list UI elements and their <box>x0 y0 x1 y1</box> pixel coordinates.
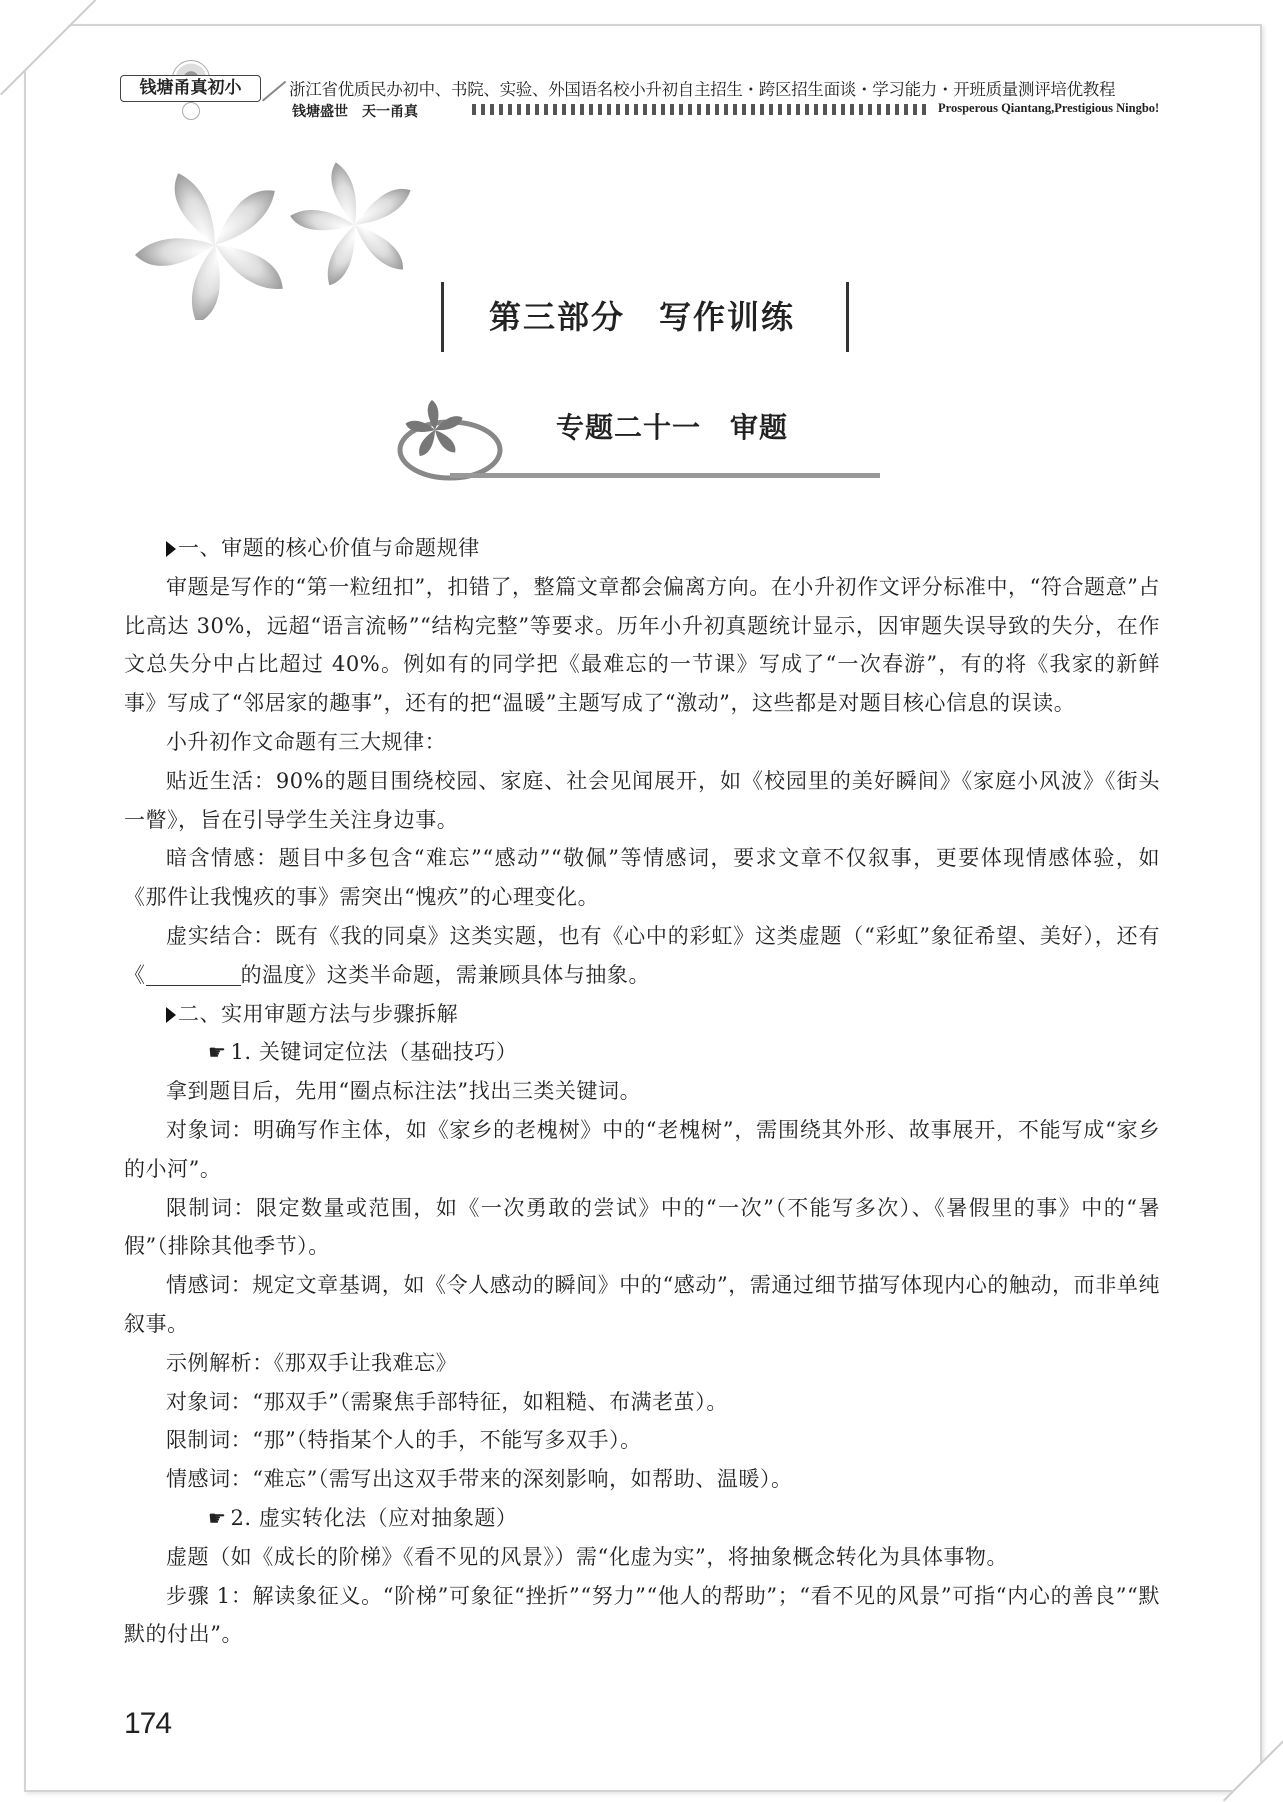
paragraph: 情感词：“难忘”（需写出这双手带来的深刻影响，如帮助、温暖）。 <box>166 1467 793 1492</box>
paragraph: 虚实结合：既有《我的同桌》这类实题，也有《心中的彩虹》这类虚题（“彩虹”象征希望、美好），还有《 的温度》这类半命题，需兼顾具体与抽象。 <box>124 923 1160 987</box>
section-heading: 一、审题的核心价值与命题规律 <box>124 529 1160 568</box>
slogan: 钱塘盛世 天一甬真 <box>292 104 418 120</box>
series-logo: 钱塘甬真初小 <box>120 75 261 102</box>
fill-blank <box>146 965 241 986</box>
pointing-hand-icon: ☛ <box>208 1505 227 1530</box>
triangle-bullet-icon <box>166 1007 176 1023</box>
paragraph: 审题是写作的“第一粒纽扣”，扣错了，整篇文章都会偏离方向。在小升初作文评分标准中，“符合题意”占比高达 30%，远超“语言流畅”“结构完整”等要求。历年小升初真题统计显示，因审题失误导致的失分，在作文总失分中占比超过 40%。例如有的同学把《最难忘的一节课》写成了“一次春游”，有的将《我家的新鲜事》写成了“邻居家的趣事”，还有的把“温暖”主题写成了“激动”，这些都是对题目核心信息的误读。 <box>124 574 1160 716</box>
page-number: 174 <box>124 1707 172 1740</box>
chapter-title: 专题二十一 审题 <box>556 411 789 444</box>
pointing-hand-icon: ☛ <box>208 1040 227 1065</box>
paragraph: 情感词：规定文章基调，如《令人感动的瞬间》中的“感动”，需通过细节描写体现内心的触动，而非单纯叙事。 <box>124 1273 1160 1336</box>
paragraph: 步骤 1：解读象征义。“阶梯”可象征“挫折”“努力”“他人的帮助”；“看不见的风景”可指“内心的善良”“默默的付出”。 <box>124 1583 1160 1647</box>
paragraph: 暗含情感：题目中多包含“难忘”“感动”“敬佩”等情感词，要求文章不仅叙事，更要体现情感体验，如《那件让我愧疚的事》需突出“愧疚”的心理变化。 <box>124 846 1160 910</box>
paragraph: 虚题（如《成长的阶梯》《看不见的风景》）需“化虚为实”，将抽象概念转化为具体事物。 <box>166 1544 1009 1569</box>
flower-decoration-icon <box>120 150 450 320</box>
slogan-english: Prosperous Qiantang,Prestigious Ningbo! <box>938 101 1160 115</box>
series-title: 浙江省优质民办初中、书院、实验、外国语名校小升初自主招生・跨区招生面谈・学习能力・开班质量测评培优教程 <box>289 80 1116 99</box>
paragraph: 拿到题目后，先用“圈点标注法”找出三类关键词。 <box>166 1079 642 1104</box>
paragraph: 对象词：明确写作主体，如《家乡的老槐树》中的“老槐树”，需围绕其外形、故事展开，不能写成“家乡的小河”。 <box>124 1117 1160 1181</box>
paragraph: 小升初作文命题有三大规律： <box>166 729 447 754</box>
logo-small-ring-icon <box>182 102 200 120</box>
paragraph: 对象词：“那双手”（需聚焦手部特征，如粗糙、布满老茧）。 <box>166 1389 728 1414</box>
triangle-bullet-icon <box>166 541 176 557</box>
paragraph: 限制词：限定数量或范围，如《一次勇敢的尝试》中的“一次”（不能写多次）、《暑假里的事》中的“暑假”（排除其他季节）。 <box>124 1195 1160 1259</box>
header-dash-bar <box>472 104 930 115</box>
part-title: 第三部分 写作训练 <box>488 298 795 336</box>
body-text <box>124 529 1160 1654</box>
paragraph: 示例解析：《那双手让我难忘》 <box>166 1350 458 1375</box>
method-heading: ☛ 2. 虚实转化法（应对抽象题） <box>124 1499 1160 1538</box>
method-heading: ☛ 1. 关键词定位法（基础技巧） <box>124 1033 1160 1072</box>
section-heading: 二、实用审题方法与步骤拆解 <box>124 995 1160 1034</box>
paragraph: 限制词：“那”（特指某个人的手，不能写多双手）。 <box>166 1428 642 1453</box>
paragraph: 贴近生活：90%的题目围绕校园、家庭、社会见闻展开，如《校园里的美好瞬间》《家庭小风波》《街头一瞥》，旨在引导学生关注身边事。 <box>124 768 1160 832</box>
